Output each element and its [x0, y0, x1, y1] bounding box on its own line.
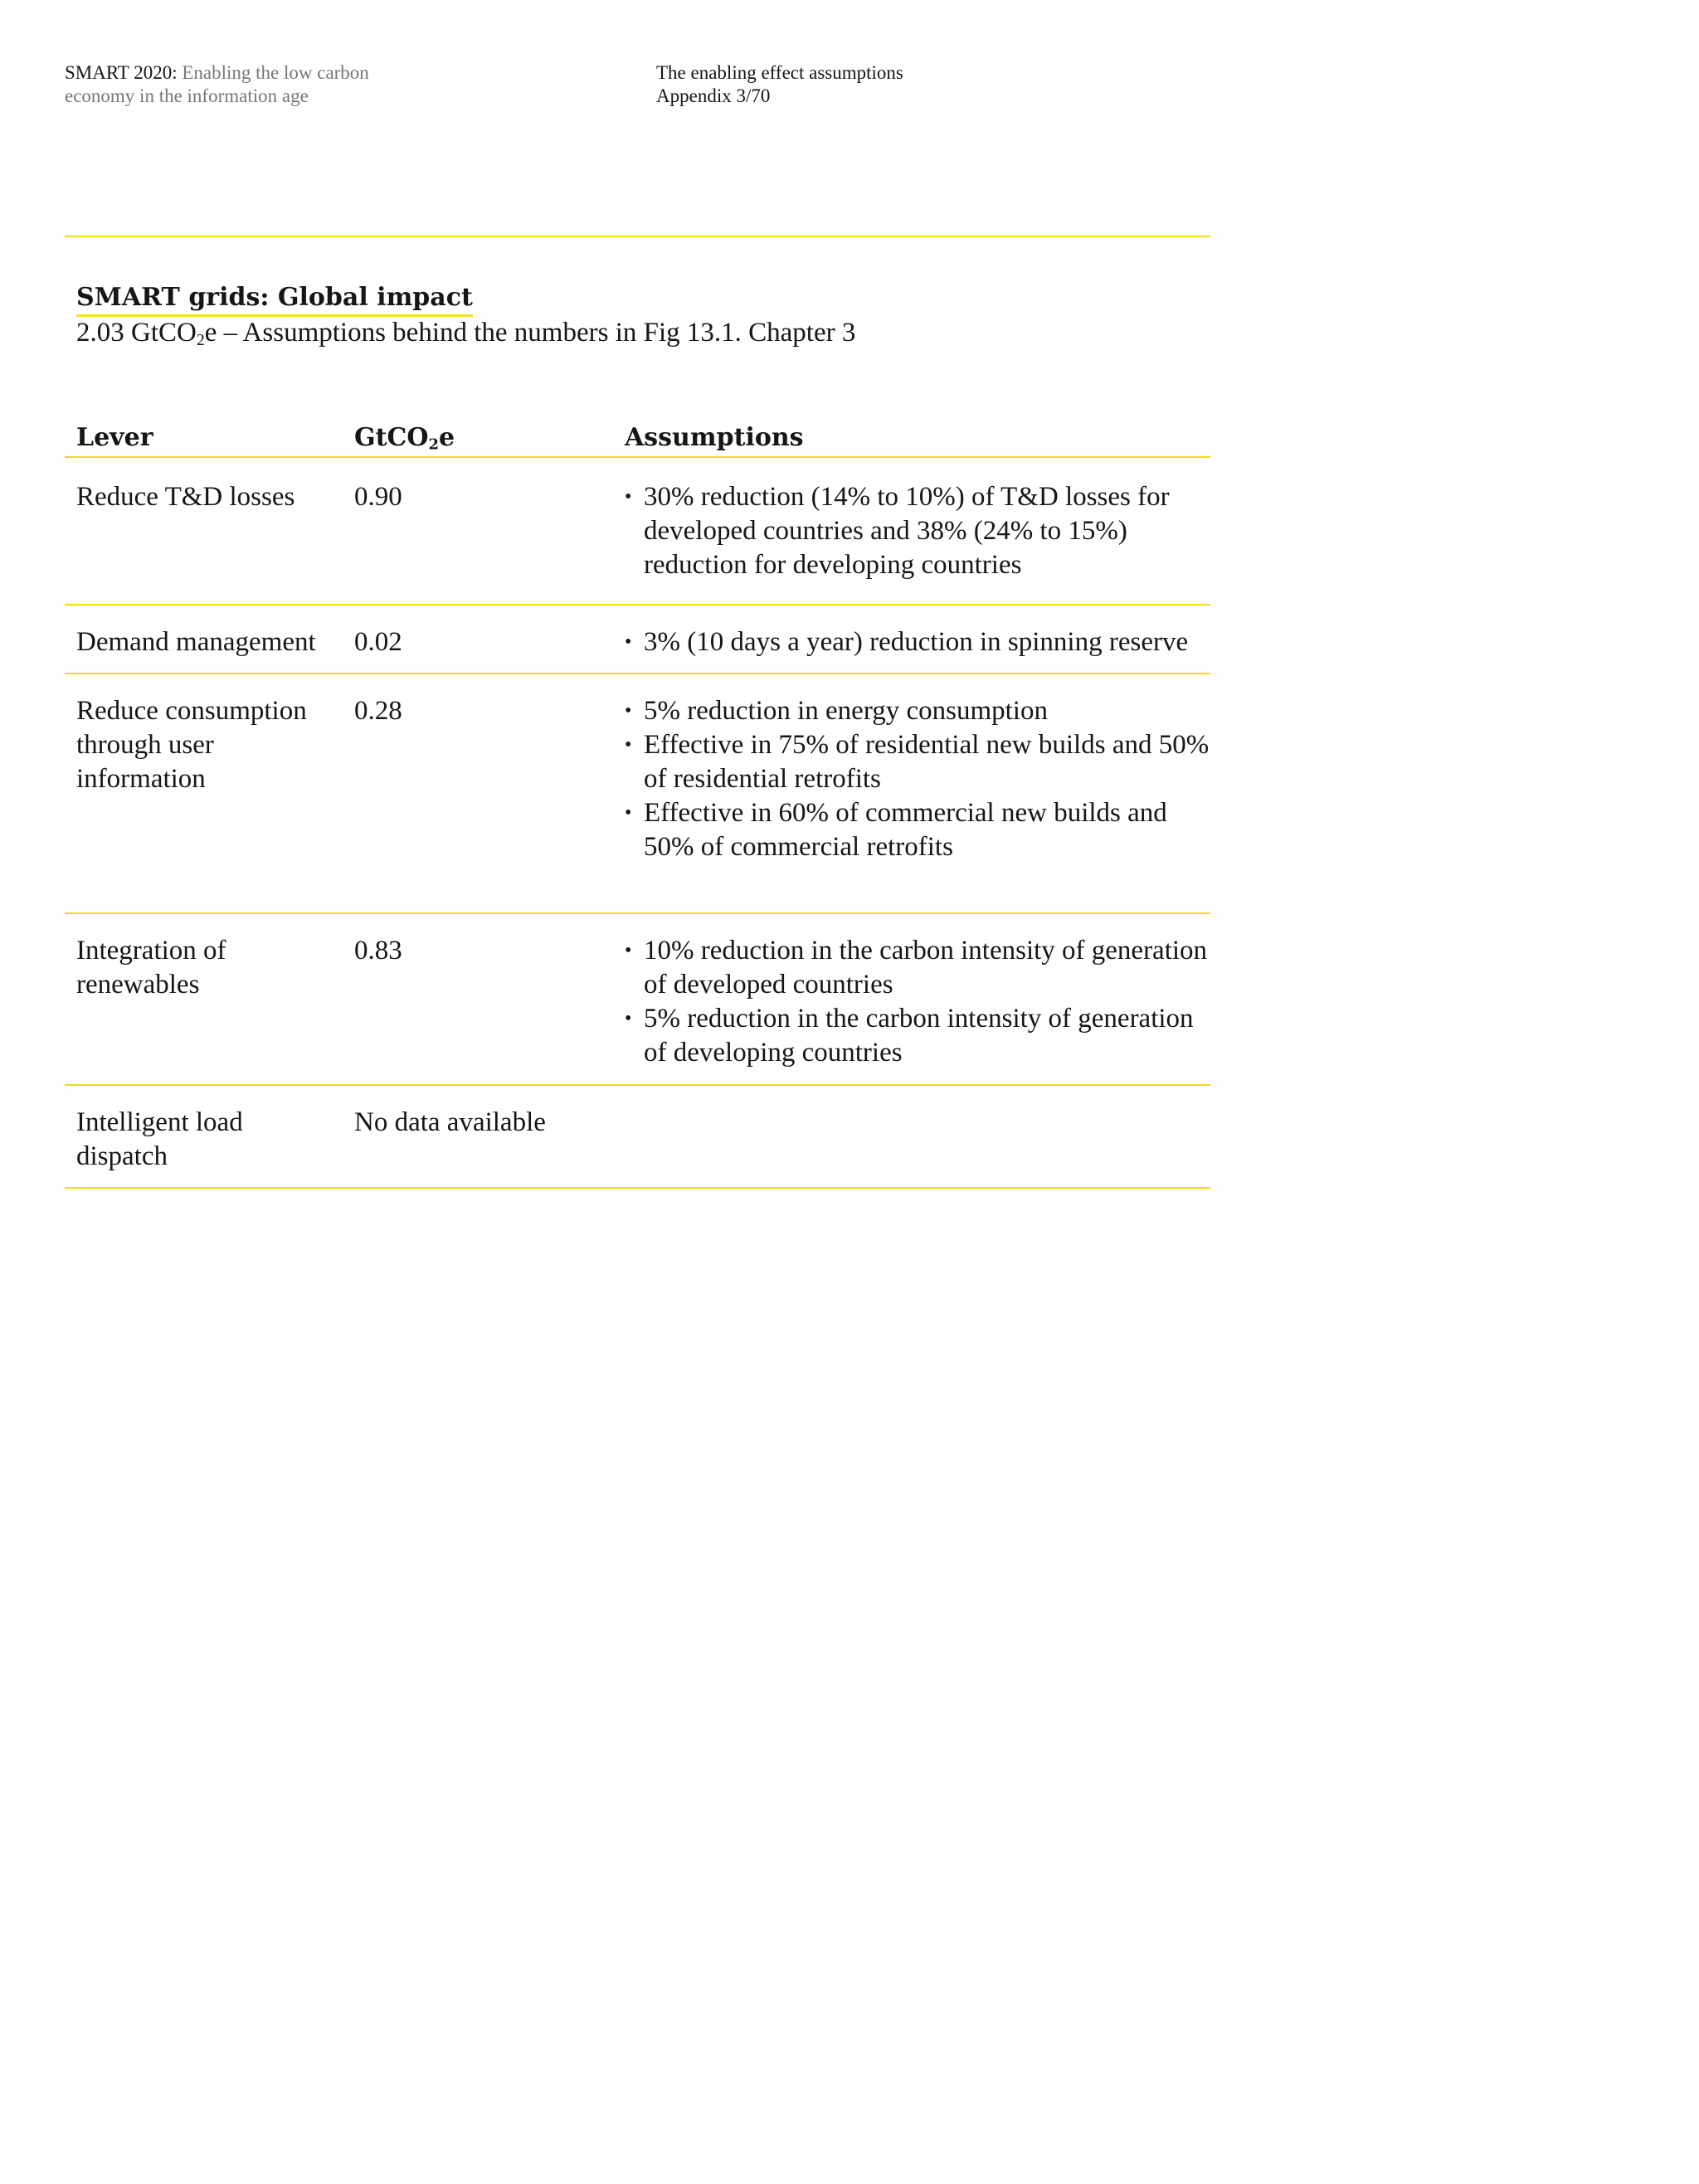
lever-cell: Reduce T&D losses — [76, 482, 295, 512]
assumptions-cell — [625, 1086, 1210, 1187]
lever-cell: Intelligent load dispatch — [76, 1107, 243, 1171]
lever-cell: Integration of renewables — [76, 936, 226, 1000]
assumption-item: • 30% reduction (14% to 10%) of T&D losses for developed countries and 38% (24% to 15%) reduction for developing countries — [625, 480, 1210, 582]
assumptions-list — [625, 934, 1210, 1070]
assumption-item: • 5% reduction in the carbon intensity of generation of developing countries — [625, 1002, 1210, 1070]
assumption-item: • Effective in 60% of commercial new builds and 50% of commercial retrofits — [625, 796, 1210, 864]
table-header-row — [65, 415, 1210, 458]
assumptions-cell — [625, 458, 1210, 604]
section-subtitle — [76, 315, 1196, 350]
assumptions-table — [65, 415, 1210, 1189]
assumption-item: • 10% reduction in the carbon intensity of generation of developed countries — [625, 934, 1210, 1002]
lever-cell: Reduce consumption through user information — [76, 696, 307, 794]
assumptions-cell — [625, 674, 1210, 912]
publication-subtitle-line-1: Enabling the low carbon — [182, 62, 369, 83]
section-header-page: Appendix 3/70 — [656, 85, 771, 106]
header-gtco2e-prefix: GtCO — [354, 423, 429, 452]
value-cell: 0.28 — [354, 696, 402, 726]
header-gtco2e-suffix: e — [439, 423, 455, 452]
value-cell: 0.90 — [354, 482, 402, 512]
table-row — [65, 606, 1210, 674]
table-row — [65, 1086, 1210, 1189]
header-assumptions: Assumptions — [625, 423, 804, 452]
subtitle-suffix: e – Assumptions behind the numbers in Fig 13.1. Chapter 3 — [204, 318, 856, 348]
lever-cell: Demand management — [76, 627, 316, 657]
value-cell: 0.83 — [354, 936, 402, 966]
assumptions-list — [625, 625, 1210, 659]
top-divider — [65, 236, 1210, 237]
table-row — [65, 914, 1210, 1086]
table-row — [65, 674, 1210, 914]
publication-name: SMART 2020: — [65, 62, 178, 83]
assumption-item: • Effective in 75% of residential new builds and 50% of residential retrofits — [625, 728, 1210, 796]
section-header-title: The enabling effect assumptions — [656, 62, 903, 83]
publication-subtitle-line-2: economy in the information age — [65, 85, 309, 106]
assumptions-cell — [625, 606, 1210, 673]
header-gtco2e — [347, 421, 625, 455]
running-header-publication — [65, 61, 496, 108]
running-header-section — [656, 61, 1154, 108]
subtitle-prefix: 2.03 GtCO — [76, 318, 197, 348]
section-heading — [76, 281, 1196, 350]
assumption-item: • 3% (10 days a year) reduction in spinning reserve — [625, 625, 1210, 659]
assumptions-list — [625, 480, 1210, 582]
value-cell: 0.02 — [354, 627, 402, 657]
subtitle-subscript: 2 — [196, 330, 205, 349]
header-lever: Lever — [76, 423, 153, 452]
assumptions-list — [625, 694, 1210, 864]
header-gtco2e-subscript: 2 — [428, 435, 440, 454]
publication-title-line-1 — [65, 61, 496, 85]
section-title: SMART grids: Global impact — [76, 281, 473, 317]
table-row — [65, 458, 1210, 606]
assumption-item: • 5% reduction in energy consumption — [625, 694, 1210, 728]
value-cell: No data available — [354, 1107, 546, 1137]
assumptions-cell — [625, 914, 1210, 1084]
